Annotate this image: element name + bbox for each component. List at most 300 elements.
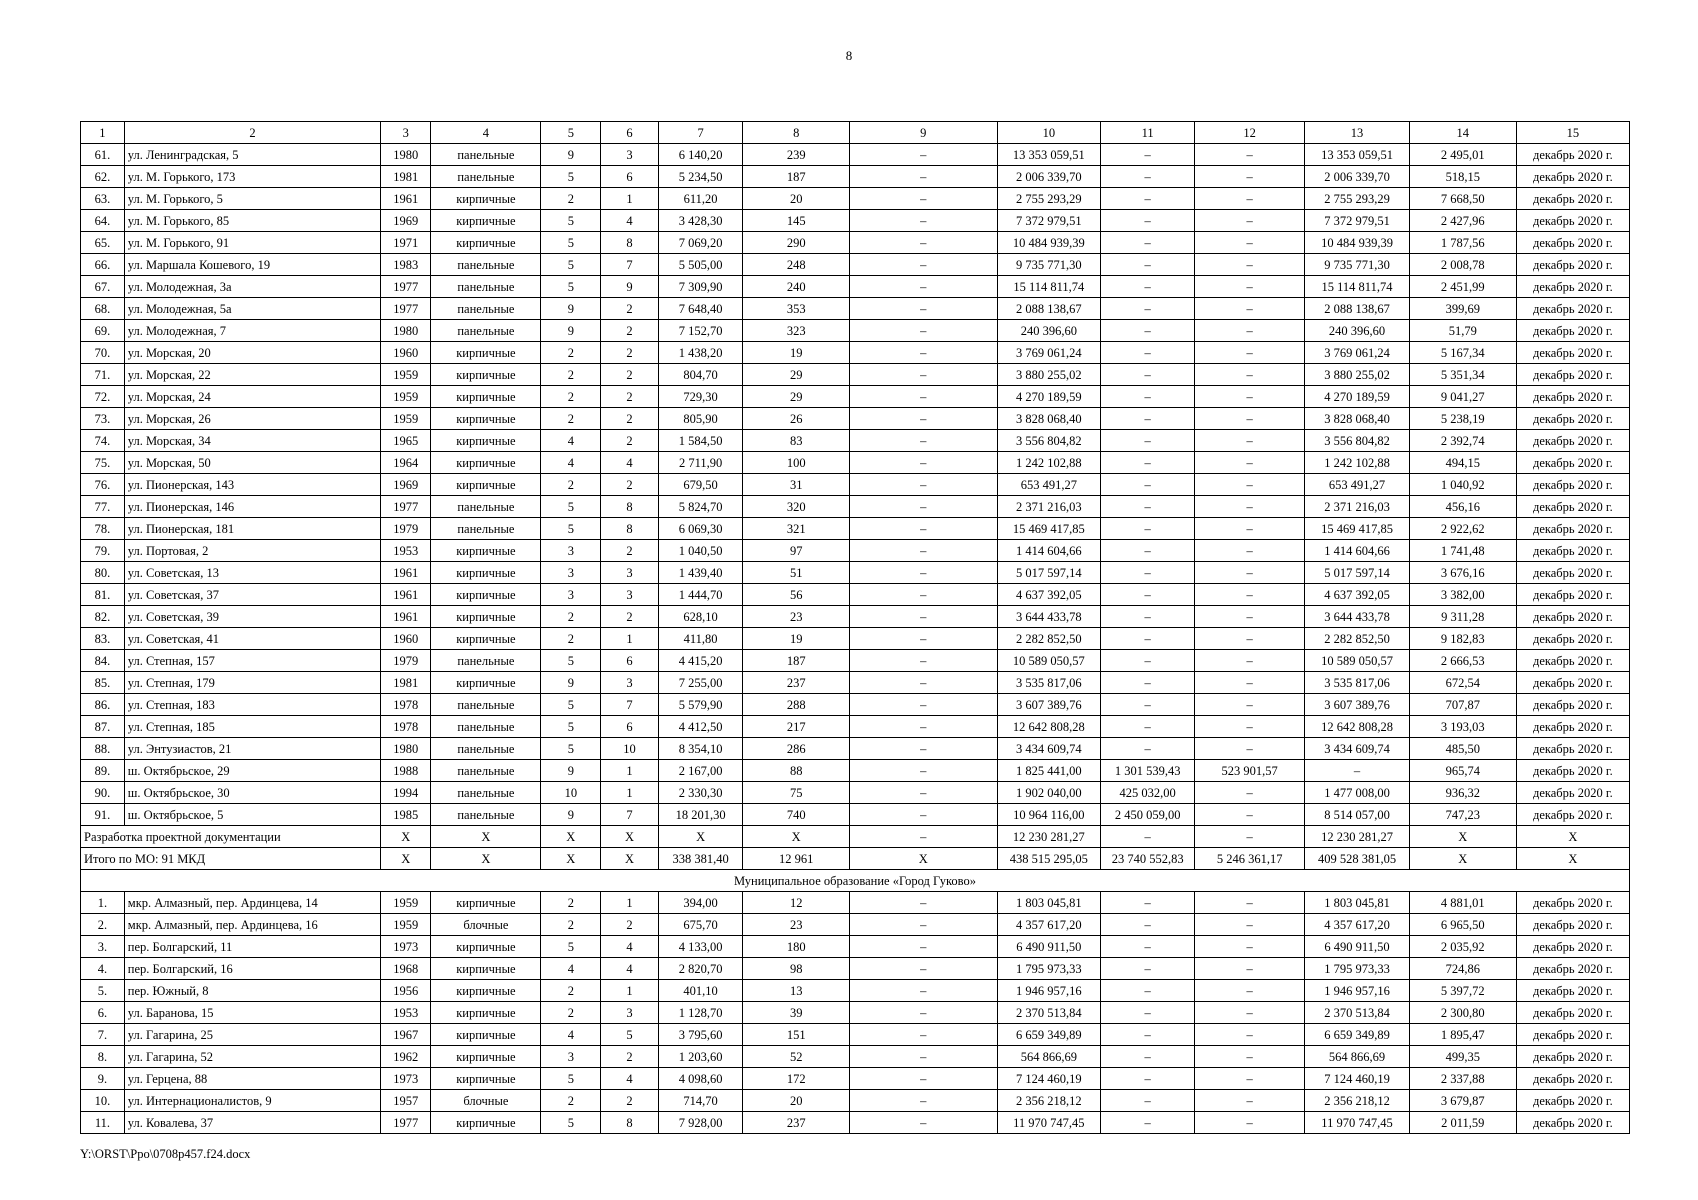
table-cell: 6 069,30 [658, 518, 742, 540]
table-cell: 5 824,70 [658, 496, 742, 518]
table-cell: 187 [743, 650, 850, 672]
table-cell: – [1195, 188, 1305, 210]
table-cell: декабрь 2020 г. [1516, 936, 1629, 958]
table-cell: кирпичные [431, 672, 541, 694]
table-cell: панельные [431, 254, 541, 276]
table-cell: – [1195, 408, 1305, 430]
table-cell: 1 795 973,33 [997, 958, 1101, 980]
table-cell: 3 644 433,78 [997, 606, 1101, 628]
table-cell: 8 [601, 518, 659, 540]
table-cell: 6 659 349,89 [1305, 1024, 1410, 1046]
address-cell: ул. Пионерская, 146 [124, 496, 380, 518]
table-cell: 7 928,00 [658, 1112, 742, 1134]
table-cell: 3 [541, 1046, 601, 1068]
table-cell: кирпичные [431, 232, 541, 254]
table-cell: 67. [81, 276, 125, 298]
address-cell: ул. Морская, 50 [124, 452, 380, 474]
table-cell: 1988 [381, 760, 431, 782]
table-cell: 1959 [381, 892, 431, 914]
table-cell: 1959 [381, 364, 431, 386]
column-header: 1 [81, 122, 125, 144]
table-cell: 5 [541, 232, 601, 254]
address-cell: ул. Гагарина, 52 [124, 1046, 380, 1068]
table-cell: X [1516, 848, 1629, 870]
table-cell: 1 [601, 188, 659, 210]
table-row [81, 760, 1630, 782]
table-cell: – [1195, 452, 1305, 474]
address-cell: ул. Морская, 34 [124, 430, 380, 452]
table-cell: кирпичные [431, 188, 541, 210]
table-cell: 1961 [381, 606, 431, 628]
table-cell: X [1409, 848, 1516, 870]
table-cell: X [381, 848, 431, 870]
table-row [81, 210, 1630, 232]
table-cell: 1981 [381, 166, 431, 188]
table-cell: 2 711,90 [658, 452, 742, 474]
table-cell: декабрь 2020 г. [1516, 474, 1629, 496]
table-cell: 100 [743, 452, 850, 474]
table-cell: – [1101, 540, 1195, 562]
table-row [81, 958, 1630, 980]
column-header: 12 [1195, 122, 1305, 144]
table-cell: 172 [743, 1068, 850, 1090]
address-cell: ул. Молодежная, 5а [124, 298, 380, 320]
column-header: 10 [997, 122, 1101, 144]
table-cell: декабрь 2020 г. [1516, 364, 1629, 386]
table-cell: декабрь 2020 г. [1516, 804, 1629, 826]
table-row [81, 628, 1630, 650]
table-cell: 409 528 381,05 [1305, 848, 1410, 870]
table-cell: 2 [601, 386, 659, 408]
table-cell: 7. [81, 1024, 125, 1046]
address-cell: мкр. Алмазный, пер. Ардинцева, 16 [124, 914, 380, 936]
table-cell: – [1195, 738, 1305, 760]
table-row [81, 980, 1630, 1002]
table-cell: 1977 [381, 276, 431, 298]
table-cell: 6 965,50 [1409, 914, 1516, 936]
table-cell: панельные [431, 760, 541, 782]
table-cell: 1959 [381, 386, 431, 408]
table-cell: 4 [541, 1024, 601, 1046]
table-cell: – [1195, 958, 1305, 980]
table-row [81, 782, 1630, 804]
table-cell: X [850, 848, 997, 870]
table-cell: – [1195, 496, 1305, 518]
table-cell: 1 584,50 [658, 430, 742, 452]
table-cell: 2 [601, 364, 659, 386]
table-cell: – [1101, 1002, 1195, 1024]
table-cell: кирпичные [431, 958, 541, 980]
table-cell: 7 668,50 [1409, 188, 1516, 210]
table-cell: 2 820,70 [658, 958, 742, 980]
table-cell: 2 006 339,70 [1305, 166, 1410, 188]
table-cell: 65. [81, 232, 125, 254]
table-cell: 2 370 513,84 [997, 1002, 1101, 1024]
table-cell: – [1195, 936, 1305, 958]
table-row [81, 518, 1630, 540]
table-cell: 2 922,62 [1409, 518, 1516, 540]
table-cell: 2 427,96 [1409, 210, 1516, 232]
table-cell: 3 434 609,74 [1305, 738, 1410, 760]
table-cell: 90. [81, 782, 125, 804]
table-cell: 1973 [381, 1068, 431, 1090]
table-cell: 3 [541, 540, 601, 562]
table-cell: 2 337,88 [1409, 1068, 1516, 1090]
table-cell: 3 607 389,76 [997, 694, 1101, 716]
table-cell: декабрь 2020 г. [1516, 232, 1629, 254]
table-cell: – [850, 760, 997, 782]
table-row [81, 1112, 1630, 1134]
table-cell: 7 [601, 804, 659, 826]
table-row [81, 188, 1630, 210]
table-cell: 1965 [381, 430, 431, 452]
table-cell: 4 133,00 [658, 936, 742, 958]
table-cell: 3 535 817,06 [997, 672, 1101, 694]
table-cell: кирпичные [431, 1046, 541, 1068]
table-cell: 2 451,99 [1409, 276, 1516, 298]
table-cell: 499,35 [1409, 1046, 1516, 1068]
table-cell: 1959 [381, 914, 431, 936]
column-header: 3 [381, 122, 431, 144]
table-cell: 23 [743, 914, 850, 936]
table-cell: 1968 [381, 958, 431, 980]
table-cell: кирпичные [431, 452, 541, 474]
table-cell: 5 [541, 1068, 601, 1090]
table-cell: 1960 [381, 628, 431, 650]
table-cell: кирпичные [431, 562, 541, 584]
table-row [81, 232, 1630, 254]
table-cell: кирпичные [431, 342, 541, 364]
table-cell: – [1195, 210, 1305, 232]
table-cell: 9 [541, 804, 601, 826]
table-cell: – [1195, 1112, 1305, 1134]
address-cell: ул. М. Горького, 173 [124, 166, 380, 188]
table-cell: 1962 [381, 1046, 431, 1068]
table-cell: декабрь 2020 г. [1516, 166, 1629, 188]
table-cell: – [850, 540, 997, 562]
table-cell: 19 [743, 628, 850, 650]
table-cell: декабрь 2020 г. [1516, 320, 1629, 342]
table-row [81, 166, 1630, 188]
table-cell: – [850, 804, 997, 826]
table-cell: 9 [541, 672, 601, 694]
table-cell: 2 370 513,84 [1305, 1002, 1410, 1024]
table-cell: 4 [601, 958, 659, 980]
table-cell: 2 [541, 606, 601, 628]
table-cell: 1960 [381, 342, 431, 364]
column-header: 2 [124, 122, 380, 144]
table-cell: 2 [601, 1090, 659, 1112]
table-cell: 4 270 189,59 [1305, 386, 1410, 408]
table-cell: 4 [601, 1068, 659, 1090]
table-cell: декабрь 2020 г. [1516, 408, 1629, 430]
table-cell: 10 484 939,39 [1305, 232, 1410, 254]
table-cell: 5 238,19 [1409, 408, 1516, 430]
table-cell: 564 866,69 [997, 1046, 1101, 1068]
table-cell: – [850, 1046, 997, 1068]
table-cell: 217 [743, 716, 850, 738]
table-cell: 3 676,16 [1409, 562, 1516, 584]
table-cell: 1977 [381, 1112, 431, 1134]
table-cell: – [1101, 210, 1195, 232]
table-row [81, 474, 1630, 496]
table-cell: 653 491,27 [1305, 474, 1410, 496]
table-cell: 2 300,80 [1409, 1002, 1516, 1024]
table-cell: кирпичные [431, 430, 541, 452]
table-cell: 7 255,00 [658, 672, 742, 694]
table-row [81, 584, 1630, 606]
table-cell: 3 [601, 672, 659, 694]
table-cell: – [850, 320, 997, 342]
column-header: 15 [1516, 122, 1629, 144]
address-cell: ул. Советская, 13 [124, 562, 380, 584]
table-cell: 3 880 255,02 [997, 364, 1101, 386]
table-cell: 9 311,28 [1409, 606, 1516, 628]
table-cell: 5 397,72 [1409, 980, 1516, 1002]
table-cell: 7 124 460,19 [1305, 1068, 1410, 1090]
table-cell: 1977 [381, 298, 431, 320]
table-cell: 4 [601, 936, 659, 958]
table-cell: 5 [541, 496, 601, 518]
table-cell: панельные [431, 298, 541, 320]
table-cell: – [1101, 496, 1195, 518]
table-cell: 3 428,30 [658, 210, 742, 232]
address-cell: ул. Советская, 37 [124, 584, 380, 606]
table-row [81, 496, 1630, 518]
table-cell: – [850, 1090, 997, 1112]
table-cell: 1978 [381, 716, 431, 738]
table-cell: 2 371 216,03 [1305, 496, 1410, 518]
address-cell: ул. Герцена, 88 [124, 1068, 380, 1090]
address-cell: мкр. Алмазный, пер. Ардинцева, 14 [124, 892, 380, 914]
table-cell: 3 193,03 [1409, 716, 1516, 738]
table-row [81, 716, 1630, 738]
table-cell: – [1101, 1068, 1195, 1090]
table-cell: кирпичные [431, 1024, 541, 1046]
table-cell: 2 [601, 606, 659, 628]
table-cell: 1 [601, 892, 659, 914]
column-header: 5 [541, 122, 601, 144]
table-cell: 29 [743, 364, 850, 386]
table-cell: 145 [743, 210, 850, 232]
table-cell: – [1101, 188, 1195, 210]
table-cell: 10 484 939,39 [997, 232, 1101, 254]
table-cell: 653 491,27 [997, 474, 1101, 496]
table-cell: 1 [601, 782, 659, 804]
table-cell: X [658, 826, 742, 848]
table-cell: 8 354,10 [658, 738, 742, 760]
table-cell: – [1101, 386, 1195, 408]
table-cell: – [850, 232, 997, 254]
table-cell: 6. [81, 1002, 125, 1024]
table-cell: – [1101, 914, 1195, 936]
table-cell: – [850, 562, 997, 584]
table-cell: 320 [743, 496, 850, 518]
table-row [81, 914, 1630, 936]
table-cell: 7 309,90 [658, 276, 742, 298]
page-number: 8 [845, 48, 853, 63]
table-cell: 239 [743, 144, 850, 166]
table-cell: 8 [601, 232, 659, 254]
table-cell: 2 [541, 914, 601, 936]
table-cell: декабрь 2020 г. [1516, 606, 1629, 628]
table-cell: 1973 [381, 936, 431, 958]
table-cell: 64. [81, 210, 125, 232]
table-cell: – [1195, 518, 1305, 540]
table-cell: 12 230 281,27 [1305, 826, 1410, 848]
table-cell: – [850, 826, 997, 848]
table-cell: 10. [81, 1090, 125, 1112]
table-cell: – [850, 914, 997, 936]
table-cell: – [1101, 1024, 1195, 1046]
table-cell: 240 396,60 [997, 320, 1101, 342]
table-cell: X [601, 826, 659, 848]
table-cell: 12 961 [743, 848, 850, 870]
header-row [81, 122, 1630, 144]
table-cell: 5 [541, 254, 601, 276]
address-cell: ш. Октябрьское, 30 [124, 782, 380, 804]
table-cell: 9 735 771,30 [997, 254, 1101, 276]
table-cell: декабрь 2020 г. [1516, 188, 1629, 210]
address-cell: ул. Молодежная, 7 [124, 320, 380, 342]
table-cell: 1 803 045,81 [1305, 892, 1410, 914]
table-cell: кирпичные [431, 606, 541, 628]
table-cell: – [850, 958, 997, 980]
table-cell: – [850, 408, 997, 430]
table-cell: 51,79 [1409, 320, 1516, 342]
table-cell: декабрь 2020 г. [1516, 342, 1629, 364]
table-row [81, 298, 1630, 320]
table-cell: 1979 [381, 518, 431, 540]
table-cell: 494,15 [1409, 452, 1516, 474]
table-cell: кирпичные [431, 540, 541, 562]
table-cell: 13 [743, 980, 850, 1002]
table-cell: 89. [81, 760, 125, 782]
table-cell: 2 330,30 [658, 782, 742, 804]
table-cell: 2 [541, 980, 601, 1002]
table-cell: 1 946 957,16 [997, 980, 1101, 1002]
table-cell: 729,30 [658, 386, 742, 408]
table-row [81, 1002, 1630, 1024]
table-cell: 2 [541, 386, 601, 408]
table-cell: декабрь 2020 г. [1516, 144, 1629, 166]
table-cell: декабрь 2020 г. [1516, 760, 1629, 782]
table-cell: 3. [81, 936, 125, 958]
table-cell: – [850, 430, 997, 452]
table-cell: 1 [601, 980, 659, 1002]
table-cell: кирпичные [431, 210, 541, 232]
table-cell: 1 803 045,81 [997, 892, 1101, 914]
table-cell: – [1101, 408, 1195, 430]
table-cell: 66. [81, 254, 125, 276]
address-cell: ул. Энтузиастов, 21 [124, 738, 380, 760]
table-cell: панельные [431, 650, 541, 672]
address-cell: ул. Степная, 179 [124, 672, 380, 694]
table-cell: 56 [743, 584, 850, 606]
table-cell: – [850, 980, 997, 1002]
table-cell: 52 [743, 1046, 850, 1068]
table-cell: X [541, 826, 601, 848]
data-table-container [80, 121, 1630, 1134]
table-cell: 2 666,53 [1409, 650, 1516, 672]
table-cell: кирпичные [431, 1068, 541, 1090]
table-cell: 1 242 102,88 [997, 452, 1101, 474]
table-cell: – [1195, 606, 1305, 628]
table-cell: 5 [601, 1024, 659, 1046]
table-cell: – [1195, 562, 1305, 584]
table-cell: 7 152,70 [658, 320, 742, 342]
table-cell: 9. [81, 1068, 125, 1090]
table-cell: блочные [431, 1090, 541, 1112]
table-cell: – [1195, 166, 1305, 188]
table-cell: – [1195, 672, 1305, 694]
table-cell: 75 [743, 782, 850, 804]
table-cell: 3 556 804,82 [1305, 430, 1410, 452]
table-cell: 13 353 059,51 [997, 144, 1101, 166]
table-cell: 611,20 [658, 188, 742, 210]
table-cell: 91. [81, 804, 125, 826]
table-cell: X [431, 848, 541, 870]
table-cell: – [1101, 584, 1195, 606]
table-cell: декабрь 2020 г. [1516, 386, 1629, 408]
table-cell: 4 270 189,59 [997, 386, 1101, 408]
table-cell: 1 128,70 [658, 1002, 742, 1024]
table-cell: 5 [541, 716, 601, 738]
table-cell: 1980 [381, 144, 431, 166]
table-cell: 1 [601, 760, 659, 782]
table-cell: – [1195, 386, 1305, 408]
table-cell: 5 [541, 210, 601, 232]
table-cell: 1983 [381, 254, 431, 276]
table-cell: 2 [541, 188, 601, 210]
table-cell: – [1101, 936, 1195, 958]
table-cell: – [1101, 738, 1195, 760]
table-cell: декабрь 2020 г. [1516, 452, 1629, 474]
address-cell: пер. Болгарский, 16 [124, 958, 380, 980]
table-cell: – [1101, 1090, 1195, 1112]
table-cell: – [1195, 276, 1305, 298]
table-cell: 240 [743, 276, 850, 298]
table-cell: декабрь 2020 г. [1516, 958, 1629, 980]
table-cell: 4 [541, 430, 601, 452]
table-cell: панельные [431, 166, 541, 188]
table-cell: 1979 [381, 650, 431, 672]
table-cell: 12 642 808,28 [1305, 716, 1410, 738]
table-cell: 564 866,69 [1305, 1046, 1410, 1068]
table-cell: 679,50 [658, 474, 742, 496]
table-cell: 2 [541, 628, 601, 650]
table-cell: 707,87 [1409, 694, 1516, 716]
table-cell: декабрь 2020 г. [1516, 518, 1629, 540]
table-cell: – [1195, 430, 1305, 452]
table-cell: 1 414 604,66 [1305, 540, 1410, 562]
table-cell: 8 [601, 496, 659, 518]
table-cell: 11 970 747,45 [1305, 1112, 1410, 1134]
table-cell: 1 902 040,00 [997, 782, 1101, 804]
table-cell: панельные [431, 320, 541, 342]
table-cell: – [850, 694, 997, 716]
table-cell: – [1195, 298, 1305, 320]
table-cell: 180 [743, 936, 850, 958]
table-cell: – [1195, 694, 1305, 716]
table-cell: 15 469 417,85 [997, 518, 1101, 540]
summary-label-cell: Разработка проектной документации [81, 826, 381, 848]
table-cell: – [1195, 342, 1305, 364]
table-cell: 286 [743, 738, 850, 760]
table-cell: 4 357 617,20 [997, 914, 1101, 936]
table-cell: 1961 [381, 584, 431, 606]
table-cell: 2 [601, 320, 659, 342]
